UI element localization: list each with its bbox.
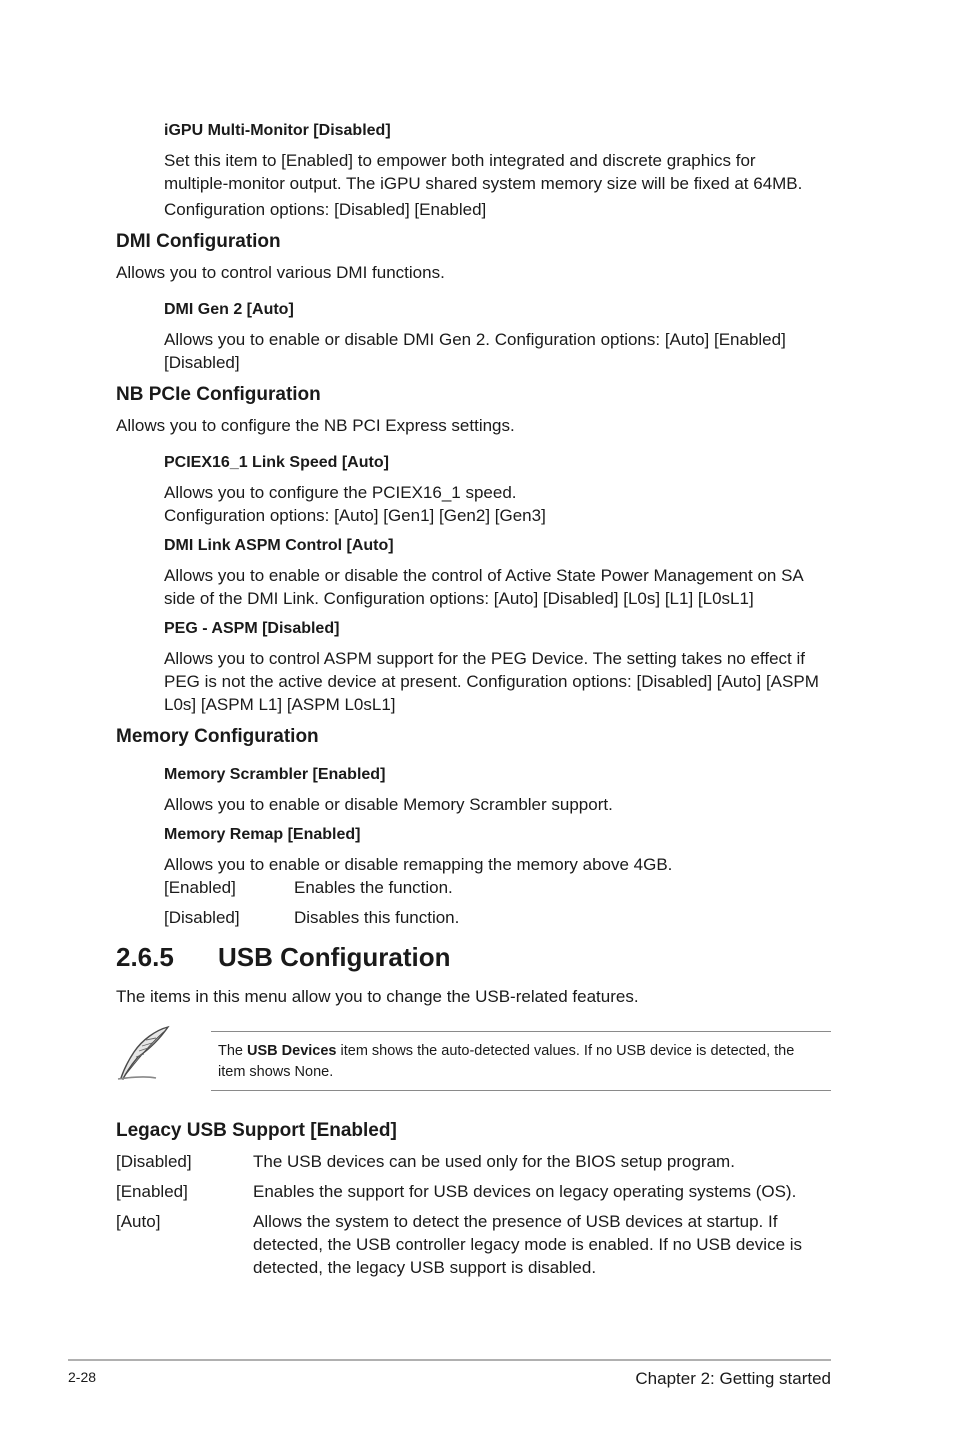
section-number: 2.6.5 xyxy=(116,942,174,972)
remap-option-key: [Disabled] xyxy=(164,908,240,927)
dmi-desc: Allows you to control various DMI functions. xyxy=(116,263,445,282)
section-title: USB Configuration xyxy=(218,942,451,972)
note-bold-term: USB Devices xyxy=(247,1043,337,1059)
page-number: 2-28 xyxy=(68,1369,97,1385)
igpu-desc-line1: Set this item to [Enabled] to empower both integrated and discrete graphics for xyxy=(164,151,756,170)
scrambler-desc: Allows you to enable or disable Memory Scrambler support. xyxy=(164,795,613,814)
peg-line2: PEG is not the active device at present. Configuration options: [Disabled] [Auto] [ASPM xyxy=(164,672,819,691)
note-prefix: The xyxy=(218,1043,248,1059)
aspm-line1: Allows you to enable or disable the control of Active State Power Management on SA xyxy=(164,566,804,585)
pciex-line1: Allows you to configure the PCIEX16_1 speed. xyxy=(164,483,517,502)
peg-line3: L0s] [ASPM L1] [ASPM L0sL1] xyxy=(164,695,396,714)
dmi-heading: DMI Configuration xyxy=(116,231,281,252)
aspm-line2: side of the DMI Link. Configuration options: [Auto] [Disabled] [L0s] [L1] [L0sL1] xyxy=(164,589,754,608)
pciex-line2: Configuration options: [Auto] [Gen1] [Gen2] [Gen3] xyxy=(164,506,546,525)
igpu-heading: iGPU Multi-Monitor [Disabled] xyxy=(164,122,391,139)
legacy-option-desc: Enables the support for USB devices on legacy operating systems (OS). xyxy=(253,1182,797,1201)
dmi-gen2-heading: DMI Gen 2 [Auto] xyxy=(164,301,294,318)
dmi-gen2-line1: Allows you to enable or disable DMI Gen 2. Configuration options: [Auto] [Enabled] xyxy=(164,330,786,349)
footer-rule xyxy=(68,1359,831,1361)
remap-option-key: [Enabled] xyxy=(164,878,236,897)
remap-option-value: Enables the function. xyxy=(294,878,453,897)
igpu-options: Configuration options: [Disabled] [Enabled] xyxy=(164,200,487,219)
note-top-rule xyxy=(211,1031,831,1032)
legacy-heading: Legacy USB Support [Enabled] xyxy=(116,1120,397,1141)
nb-desc: Allows you to configure the NB PCI Express settings. xyxy=(116,416,515,435)
feather-pen-icon xyxy=(112,1024,174,1082)
chapter-label: Chapter 2: Getting started xyxy=(635,1369,831,1388)
remap-desc: Allows you to enable or disable remapping the memory above 4GB. xyxy=(164,855,673,874)
legacy-option-key: [Enabled] xyxy=(116,1182,188,1201)
legacy-option-desc: The USB devices can be used only for the BIOS setup program. xyxy=(253,1152,735,1171)
pciex-heading: PCIEX16_1 Link Speed [Auto] xyxy=(164,454,389,471)
dmi-gen2-line2: [Disabled] xyxy=(164,353,240,372)
legacy-option-desc: detected, the legacy USB support is disabled. xyxy=(253,1258,597,1277)
usb-intro: The items in this menu allow you to change the USB-related features. xyxy=(116,987,639,1006)
peg-line1: Allows you to control ASPM support for the PEG Device. The setting takes no effect if xyxy=(164,649,805,668)
memory-heading: Memory Configuration xyxy=(116,726,319,747)
scrambler-heading: Memory Scrambler [Enabled] xyxy=(164,766,386,783)
note-line1 xyxy=(218,1041,794,1062)
remap-option-value: Disables this function. xyxy=(294,908,460,927)
legacy-option-key: [Auto] xyxy=(116,1212,161,1231)
note-bottom-rule xyxy=(211,1090,831,1091)
note-line2: item shows None. xyxy=(218,1064,334,1080)
nb-heading: NB PCIe Configuration xyxy=(116,384,321,405)
peg-heading: PEG - ASPM [Disabled] xyxy=(164,620,340,637)
aspm-heading: DMI Link ASPM Control [Auto] xyxy=(164,537,394,554)
igpu-desc-line2: multiple-monitor output. The iGPU shared system memory size will be fixed at 64MB. xyxy=(164,174,803,193)
legacy-option-desc: Allows the system to detect the presence of USB devices at startup. If xyxy=(253,1212,778,1231)
remap-heading: Memory Remap [Enabled] xyxy=(164,826,361,843)
note-rest: item shows the auto-detected values. If no USB device is detected, the xyxy=(336,1043,795,1059)
legacy-option-key: [Disabled] xyxy=(116,1152,192,1171)
legacy-option-desc: detected, the USB controller legacy mode is enabled. If no USB device is xyxy=(253,1235,803,1254)
